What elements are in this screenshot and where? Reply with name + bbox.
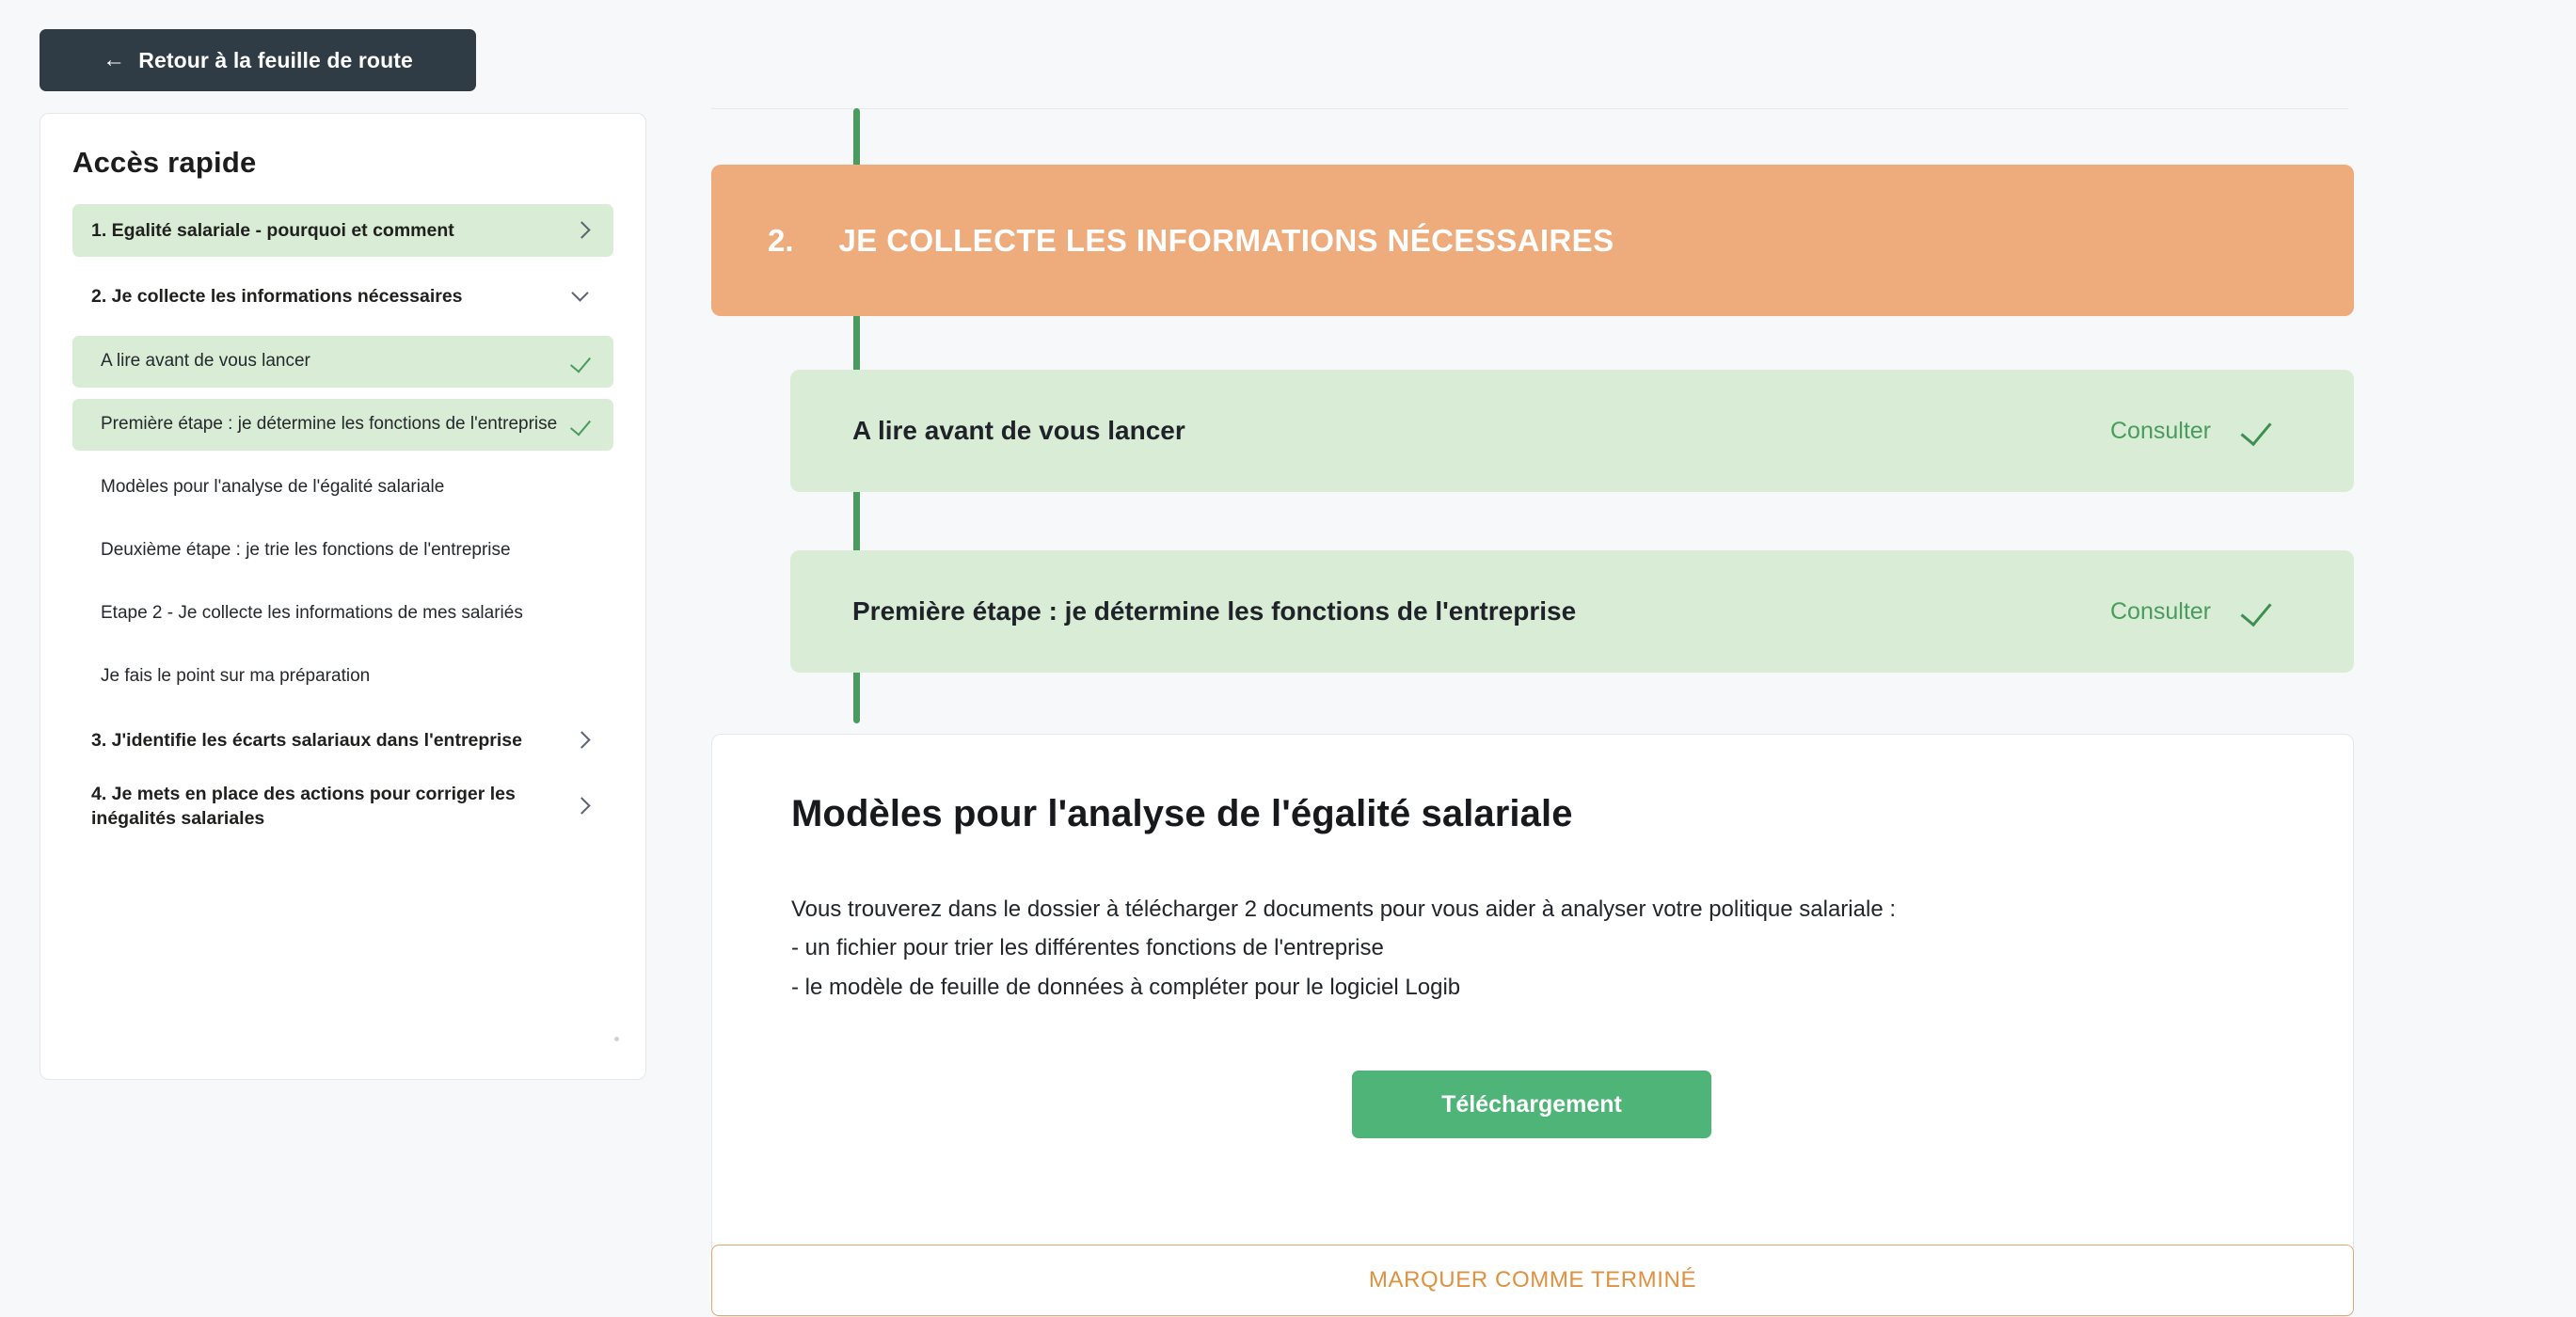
scroll-indicator-dot	[614, 1037, 619, 1041]
sidebar-section-3[interactable]	[72, 714, 613, 767]
back-to-roadmap-button[interactable]	[40, 29, 476, 91]
consult-link[interactable]: Consulter	[2110, 597, 2211, 625]
chevron-down-icon	[572, 286, 593, 307]
sidebar-item-label: Etape 2 - Je collecte les informations de mes salariés	[101, 603, 523, 624]
section-number: 2.	[768, 222, 794, 258]
sidebar-item-a-lire-avant[interactable]	[72, 336, 613, 388]
divider	[711, 108, 2348, 109]
mark-as-done-button[interactable]: MARQUER COMME TERMINÉ	[711, 1245, 2354, 1316]
content-card	[711, 734, 2354, 1317]
lesson-actions	[2110, 594, 2275, 629]
chevron-right-icon	[572, 796, 593, 817]
check-icon	[570, 413, 595, 437]
consult-link[interactable]: Consulter	[2110, 417, 2211, 444]
sidebar-section-4-label: 4. Je mets en place des actions pour corriger les inégalités salariales	[91, 783, 516, 829]
sidebar-section-1[interactable]	[72, 204, 613, 257]
card-body-line-1: Vous trouverez dans le dossier à télécharger 2 documents pour vous aider à analyser votre politique salariale :	[791, 897, 1896, 922]
sidebar-item-label: Modèles pour l'analyse de l'égalité salariale	[101, 477, 445, 498]
sidebar-section-1-label: 1. Egalité salariale - pourquoi et comment	[91, 219, 454, 241]
lesson-title: A lire avant de vous lancer	[852, 416, 1185, 445]
check-icon	[570, 350, 595, 374]
sidebar-item-premiere-etape[interactable]	[72, 399, 613, 451]
sidebar-section-2[interactable]	[72, 270, 613, 323]
sidebar-section-4[interactable]	[72, 780, 613, 833]
card-body-line-3: - le modèle de feuille de données à compléter pour le logiciel Logib	[791, 974, 1461, 1000]
sidebar-item-label: Première étape : je détermine les fonctions de l'entreprise	[101, 414, 558, 435]
lesson-row-premiere-etape[interactable]	[790, 550, 2354, 673]
section-title: JE COLLECTE LES INFORMATIONS NÉCESSAIRES	[838, 222, 1614, 258]
sidebar-section-3-label: 3. J'identifie les écarts salariaux dans l'entreprise	[91, 729, 522, 751]
chevron-right-icon	[572, 730, 593, 751]
sidebar-item-label: Je fais le point sur ma préparation	[101, 666, 371, 687]
sidebar-item-modeles[interactable]	[72, 462, 613, 514]
sidebar-title: Accès rapide	[72, 146, 257, 179]
section-header-banner	[711, 165, 2354, 316]
back-button-label: Retour à la feuille de route	[138, 47, 413, 72]
quick-access-sidebar	[40, 113, 646, 1080]
lesson-actions	[2110, 413, 2275, 449]
sidebar-item-deuxieme-etape[interactable]	[72, 525, 613, 577]
sidebar-item-label: Deuxième étape : je trie les fonctions de l'entreprise	[101, 540, 511, 561]
card-title: Modèles pour l'analyse de l'égalité salariale	[791, 793, 1573, 834]
check-icon	[2239, 594, 2275, 629]
sidebar-section-2-label: 2. Je collecte les informations nécessaires	[91, 285, 463, 307]
card-body	[791, 890, 2274, 1007]
lesson-row-a-lire-avant[interactable]	[790, 370, 2354, 492]
sidebar-item-etape-2-salaries[interactable]	[72, 588, 613, 640]
lesson-title: Première étape : je détermine les fonctions de l'entreprise	[852, 596, 1577, 626]
sidebar-item-point-preparation[interactable]	[72, 651, 613, 703]
arrow-left-icon: ←	[103, 47, 126, 72]
check-icon	[2239, 413, 2275, 449]
download-button[interactable]: Téléchargement	[1352, 1071, 1711, 1138]
sidebar-item-label: A lire avant de vous lancer	[101, 351, 310, 372]
card-body-line-2: - un fichier pour trier les différentes fonctions de l'entreprise	[791, 935, 1384, 961]
chevron-right-icon	[572, 220, 593, 241]
